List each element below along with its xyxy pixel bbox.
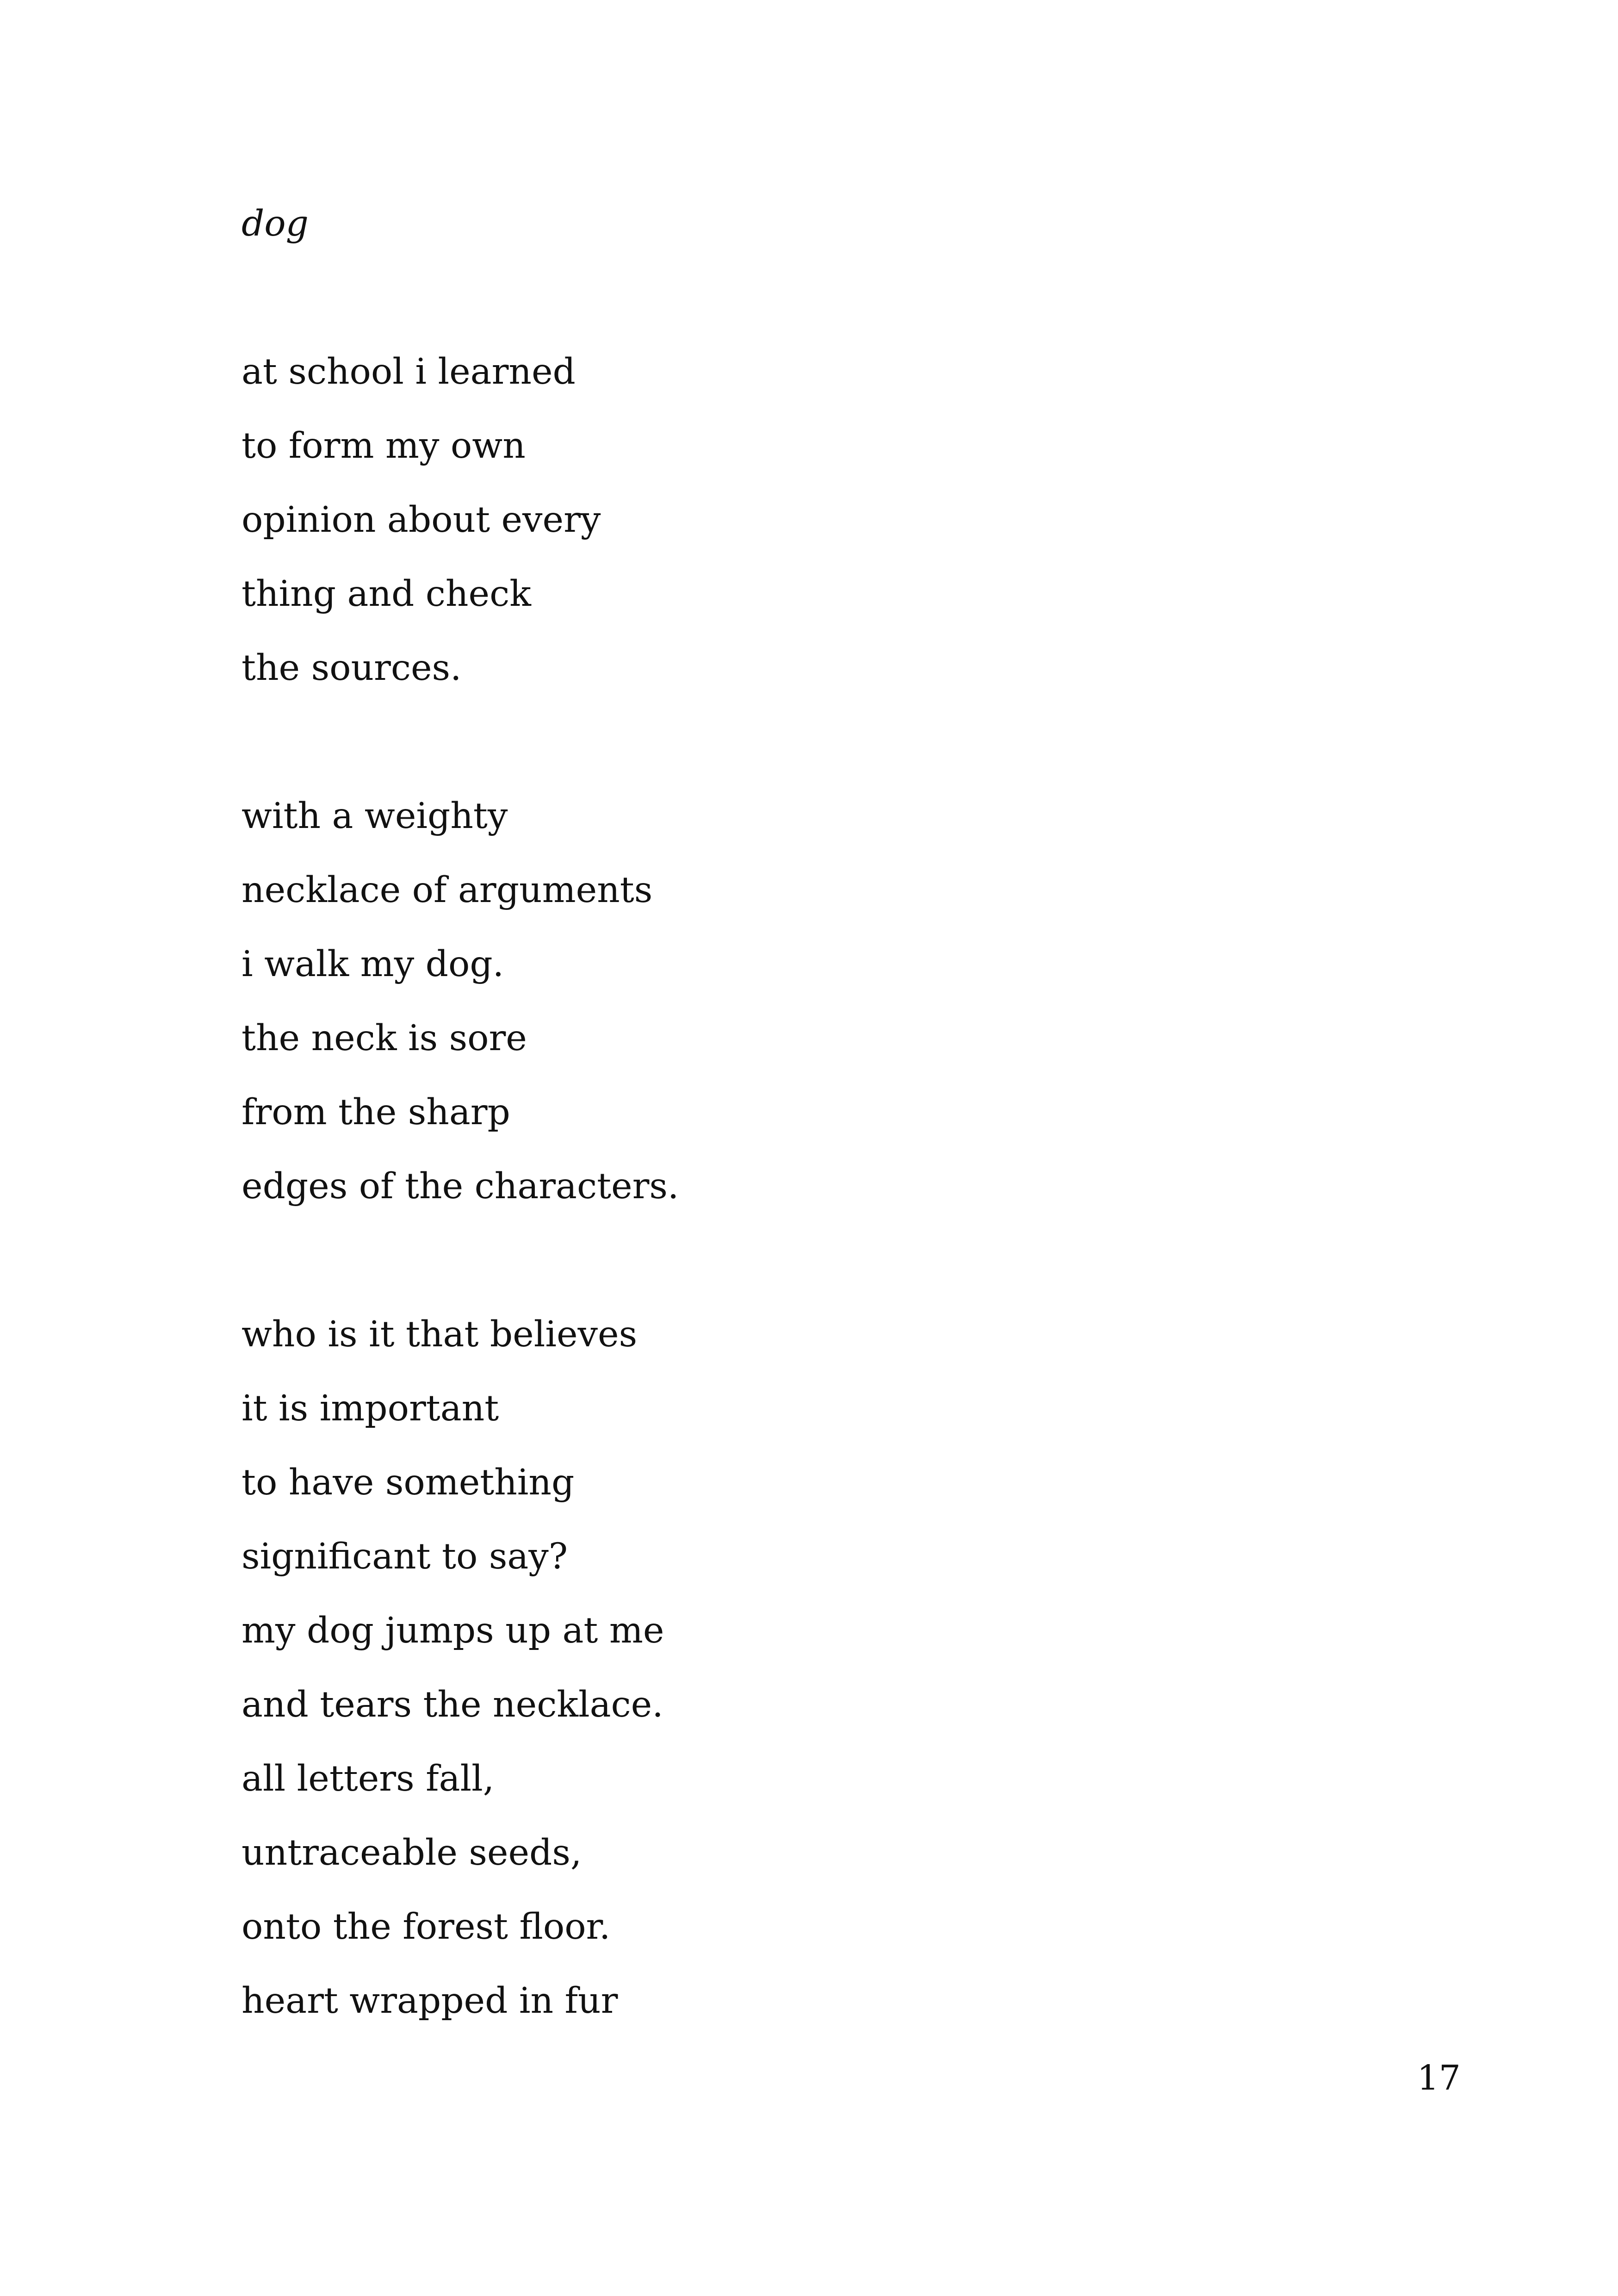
poem-line: i walk my dog.: [242, 944, 504, 985]
stanza-break: [242, 1224, 1352, 1298]
stanza-break: [242, 261, 1352, 335]
poem-line: edges of the characters.: [242, 1166, 679, 1207]
poem-line: the sources.: [242, 647, 462, 689]
poem-line: thing and check: [242, 573, 531, 615]
poem-line: with a weighty: [242, 796, 508, 837]
poem-line: it is important: [242, 1388, 499, 1429]
poem-line: and tears the necklace.: [242, 1684, 663, 1725]
poem-title: dog: [242, 203, 309, 244]
poem-line: from the sharp: [242, 1092, 510, 1133]
stanza-1: [242, 335, 1352, 705]
poem-line: to have something: [242, 1462, 575, 1503]
poem-line: all letters fall,: [242, 1758, 495, 1799]
poem-line: opinion about every: [242, 499, 601, 541]
poem: [242, 187, 1352, 2038]
poem-line: to form my own: [242, 425, 526, 467]
poem-line: necklace of arguments: [242, 870, 653, 911]
poem-line: the neck is sore: [242, 1018, 527, 1059]
poem-line: my dog jumps up at me: [242, 1610, 664, 1651]
stanza-3: [242, 1298, 1352, 2038]
stanza-break: [242, 705, 1352, 779]
poem-line: who is it that believes: [242, 1314, 638, 1355]
poem-line: significant to say?: [242, 1536, 568, 1577]
poem-line: at school i learned: [242, 351, 576, 392]
poem-line: untraceable seeds,: [242, 1832, 582, 1873]
poem-line: onto the forest floor.: [242, 1906, 611, 1948]
page-number: 17: [1417, 2058, 1461, 2098]
stanza-2: [242, 779, 1352, 1224]
poem-line: heart wrapped in fur: [242, 1980, 618, 2022]
